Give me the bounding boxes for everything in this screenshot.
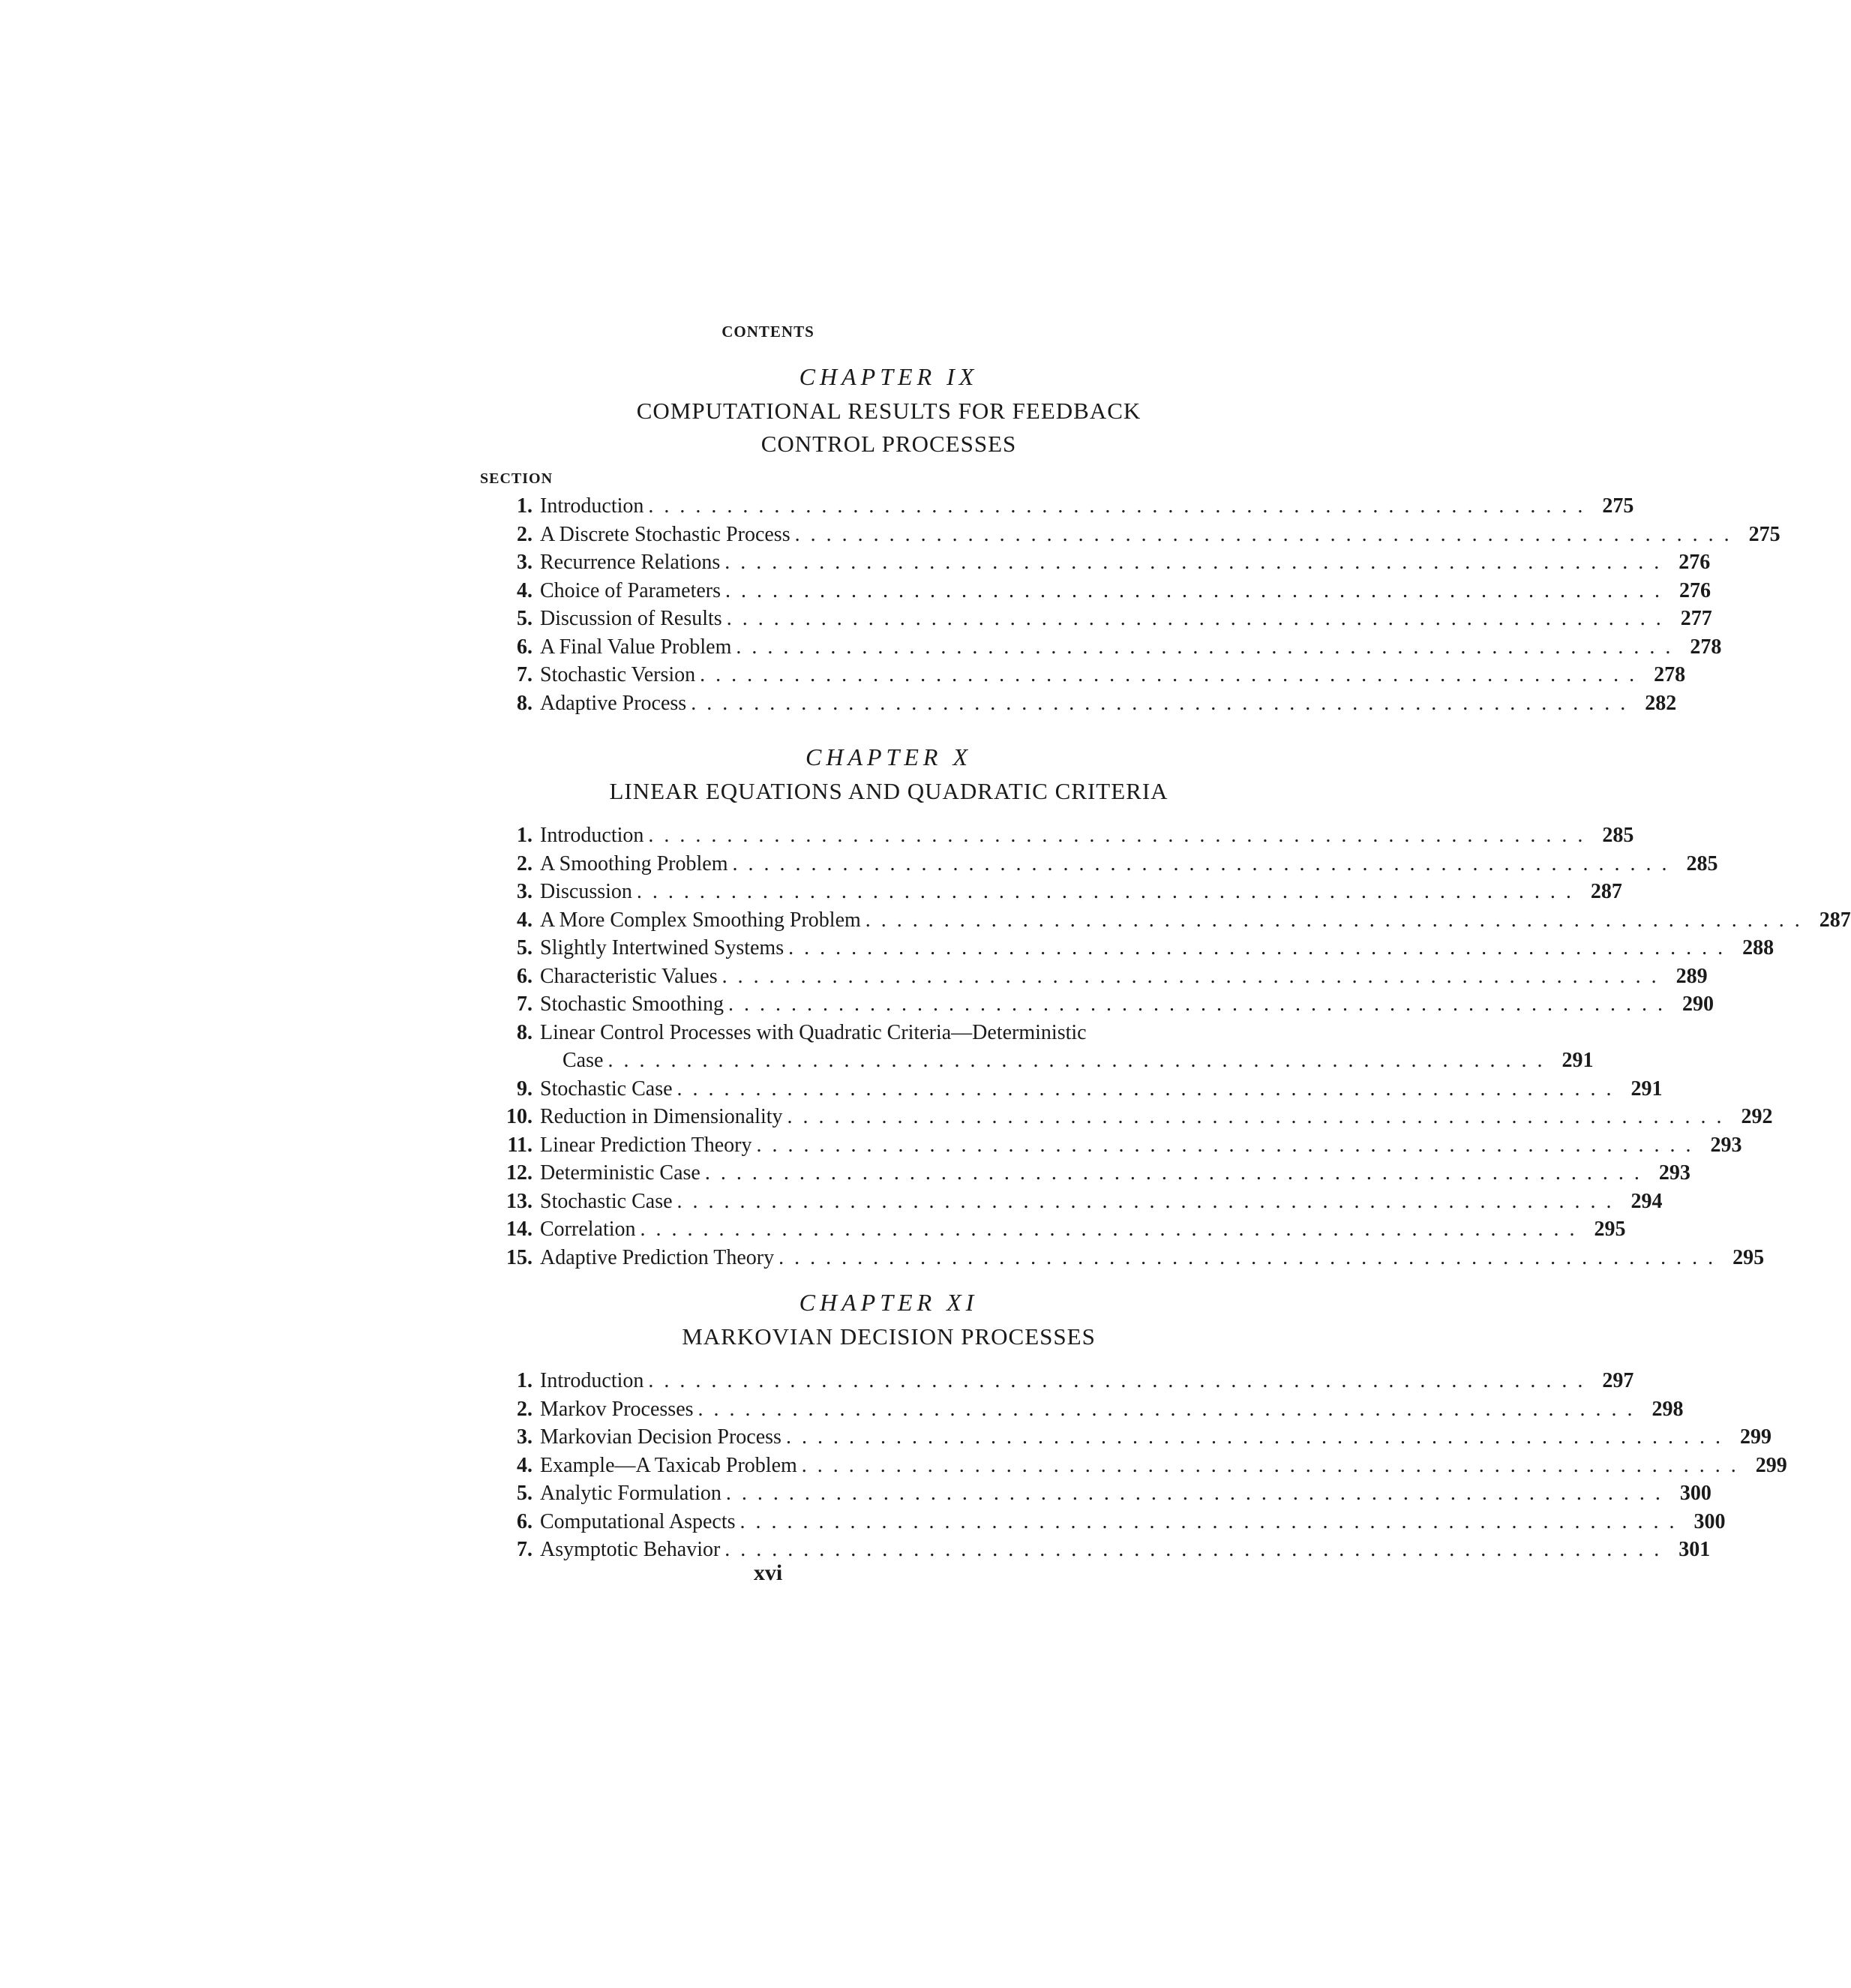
dot-leader: ............................................................	[724, 1538, 1670, 1561]
dot-leader: ............................................................	[787, 1105, 1732, 1128]
dot-leader: ............................................................	[756, 1133, 1702, 1157]
toc-entry	[480, 1395, 1684, 1424]
dot-leader: ............................................................	[801, 1453, 1747, 1477]
entry-number: 5.	[517, 936, 532, 959]
dot-leader: ............................................................	[700, 663, 1646, 686]
entry-page-number: 285	[1602, 824, 1634, 847]
toc-entry	[480, 689, 1677, 718]
dot-leader: ............................................................	[648, 1369, 1594, 1392]
entry-page-number: 278	[1690, 635, 1722, 659]
entry-title: Stochastic Version	[540, 661, 700, 689]
entry-number: 4.	[517, 908, 532, 932]
entry-number: 9.	[517, 1077, 532, 1101]
entry-title: A More Complex Smoothing Problem	[540, 906, 866, 935]
entry-page-number: 288	[1742, 936, 1774, 959]
entry-page-number: 294	[1630, 1189, 1663, 1213]
toc-entry	[480, 521, 1780, 549]
dot-leader: ............................................................	[785, 1425, 1731, 1449]
toc-entry	[480, 1159, 1690, 1188]
entry-number: 2.	[517, 1397, 532, 1421]
toc-entry	[480, 962, 1708, 991]
entry-number: 2.	[517, 522, 532, 546]
toc-entry	[480, 1188, 1663, 1216]
dot-leader: ............................................................	[691, 691, 1636, 715]
dot-leader: ............................................................	[704, 1161, 1650, 1185]
entry-title: Correlation	[540, 1215, 640, 1244]
entry-title: Computational Aspects	[540, 1508, 740, 1536]
entry-number: 6.	[517, 1509, 532, 1533]
entry-number: 4.	[517, 1453, 532, 1477]
entry-number: 6.	[517, 635, 532, 659]
dot-leader: ............................................................	[648, 494, 1594, 518]
toc-entry	[480, 934, 1774, 962]
entry-page-number: 292	[1741, 1105, 1773, 1128]
entry-title: A Final Value Problem	[540, 633, 736, 662]
entry-number: 5.	[517, 1482, 532, 1505]
entry-number: 3.	[517, 880, 532, 903]
entry-number: 5.	[517, 607, 532, 630]
entry-title: Markovian Decision Process	[540, 1423, 786, 1452]
entry-page-number: 276	[1679, 578, 1712, 602]
entry-page-number: 299	[1755, 1453, 1787, 1477]
toc-entry	[480, 1103, 1773, 1131]
entry-page-number: 276	[1678, 551, 1711, 574]
chapter-10	[480, 739, 1851, 1272]
entry-title: Characteristic Values	[540, 962, 722, 991]
chapter-label: CHAPTER IX	[799, 363, 979, 390]
dot-leader: ............................................................	[788, 936, 1734, 959]
toc-entry	[480, 661, 1686, 689]
entry-page-number: 287	[1819, 908, 1851, 932]
entry-title: Stochastic Smoothing	[540, 990, 728, 1019]
toc-entry	[480, 1215, 1626, 1244]
toc-entry	[480, 633, 1722, 662]
entry-title: Linear Prediction Theory	[540, 1131, 757, 1160]
dot-leader: ............................................................	[725, 1482, 1671, 1505]
entry-page-number: 301	[1678, 1538, 1711, 1561]
entry-title: Discussion	[540, 878, 637, 906]
entry-number: 1.	[517, 824, 532, 847]
toc-entry	[480, 821, 1634, 850]
entry-title: Introduction	[540, 821, 648, 850]
toc-entry	[480, 1508, 1726, 1536]
toc-entry	[480, 1019, 1215, 1047]
page-number: xvi	[753, 1560, 783, 1585]
entry-number: 11.	[507, 1133, 532, 1157]
entry-title: Adaptive Prediction Theory	[540, 1244, 778, 1272]
dot-leader: ............................................................	[736, 635, 1682, 659]
entry-title: Example—A Taxicab Problem	[540, 1452, 802, 1480]
dot-leader: ............................................................	[732, 851, 1678, 875]
entry-page-number: 300	[1694, 1509, 1726, 1533]
entry-page-number: 297	[1602, 1369, 1634, 1392]
chapter-title-line: LINEAR EQUATIONS AND QUADRATIC CRITERIA	[609, 778, 1168, 804]
entry-page-number: 275	[1602, 494, 1634, 518]
entry-title: Recurrence Relations	[540, 548, 724, 577]
entry-number: 7.	[517, 663, 532, 686]
toc-entry	[480, 605, 1712, 633]
toc-entry	[480, 1131, 1742, 1160]
entry-title: Slightly Intertwined Systems	[540, 934, 788, 962]
chapter-11	[480, 1284, 1787, 1564]
toc-entry	[480, 1367, 1634, 1395]
entry-page-number: 275	[1748, 522, 1780, 546]
toc-entry	[480, 548, 1711, 577]
dot-leader: ............................................................	[726, 607, 1672, 630]
entry-page-number: 295	[1732, 1245, 1765, 1269]
dot-leader: ............................................................	[725, 578, 1671, 602]
chapter-label: CHAPTER X	[806, 743, 972, 770]
toc-entry	[480, 1479, 1712, 1508]
entry-number: 1.	[517, 1369, 532, 1392]
toc-list	[480, 1367, 1787, 1564]
toc-entry	[480, 906, 1851, 935]
entry-page-number: 285	[1686, 851, 1718, 875]
entry-title: Reduction in Dimensionality	[540, 1103, 788, 1131]
entry-title: Markov Processes	[540, 1395, 698, 1424]
dot-leader: ............................................................	[740, 1509, 1685, 1533]
chapter-label: CHAPTER XI	[799, 1289, 979, 1316]
dot-leader: ............................................................	[778, 1245, 1724, 1269]
toc-entry	[480, 850, 1718, 878]
entry-number: 7.	[517, 992, 532, 1016]
dot-leader: ............................................................	[728, 992, 1673, 1016]
dot-leader: ............................................................	[608, 1049, 1553, 1072]
entry-title: A Smoothing Problem	[540, 850, 732, 878]
dot-leader: ............................................................	[636, 880, 1582, 903]
entry-number: 6.	[517, 964, 532, 988]
entry-title: Adaptive Process	[540, 689, 691, 718]
entry-title: Discussion of Results	[540, 605, 727, 633]
entry-number: 1.	[517, 494, 532, 518]
entry-page-number: 289	[1676, 964, 1708, 988]
entry-title: Choice of Parameters	[540, 577, 725, 605]
dot-leader: ............................................................	[698, 1397, 1643, 1421]
chapter-title-line: CONTROL PROCESSES	[760, 431, 1017, 457]
dot-leader: ............................................................	[722, 964, 1667, 988]
entry-title: Linear Control Processes with Quadratic Criteria—Deterministic	[540, 1019, 1091, 1047]
entry-page-number: 291	[1630, 1077, 1663, 1101]
entry-page-number: 293	[1658, 1161, 1690, 1185]
entry-page-number: 287	[1590, 880, 1622, 903]
dot-leader: ............................................................	[724, 551, 1670, 574]
running-header: CONTENTS	[722, 323, 814, 341]
entry-page-number: 298	[1652, 1397, 1684, 1421]
entry-number: 15.	[506, 1245, 532, 1269]
dot-leader: ............................................................	[676, 1189, 1622, 1213]
entry-number: 3.	[517, 551, 532, 574]
toc-entry	[480, 1047, 1594, 1075]
entry-title: Asymptotic Behavior	[540, 1536, 724, 1564]
entry-page-number: 293	[1710, 1133, 1742, 1157]
chapter-9	[480, 359, 1780, 717]
entry-title: Introduction	[540, 492, 648, 521]
entry-number: 7.	[517, 1538, 532, 1561]
entry-number: 8.	[517, 691, 532, 715]
toc-list	[480, 492, 1780, 717]
toc-entry	[480, 990, 1714, 1019]
toc-entry	[480, 878, 1622, 906]
toc-entry	[480, 1244, 1765, 1272]
dot-leader: ............................................................	[865, 908, 1810, 932]
toc-entry	[480, 577, 1712, 605]
dot-leader: ............................................................	[794, 522, 1740, 546]
dot-leader: ............................................................	[648, 824, 1594, 847]
chapter-title-line: COMPUTATIONAL RESULTS FOR FEEDBACK	[636, 398, 1142, 424]
entry-title: Case	[540, 1047, 608, 1075]
entry-number: 12.	[506, 1161, 532, 1185]
entry-title: Analytic Formulation	[540, 1479, 726, 1508]
entry-number: 13.	[506, 1189, 532, 1213]
toc-entry	[480, 1536, 1711, 1564]
toc-list	[480, 821, 1851, 1272]
dot-leader: ............................................................	[676, 1077, 1622, 1101]
entry-title: Deterministic Case	[540, 1159, 705, 1188]
entry-title: Stochastic Case	[540, 1188, 677, 1216]
toc-entry	[480, 1075, 1663, 1104]
entry-number: 8.	[517, 1020, 532, 1044]
entry-number: 14.	[506, 1218, 532, 1241]
entry-page-number: 300	[1679, 1482, 1712, 1505]
entry-page-number: 295	[1594, 1218, 1626, 1241]
entry-title: Introduction	[540, 1367, 648, 1395]
entry-page-number: 290	[1682, 992, 1714, 1016]
entry-number: 3.	[517, 1425, 532, 1449]
entry-page-number: 278	[1654, 663, 1686, 686]
toc-entry	[480, 492, 1634, 521]
section-column-label: SECTION	[480, 470, 554, 487]
toc-entry	[480, 1452, 1787, 1480]
toc-entry	[480, 1423, 1772, 1452]
dot-leader: ............................................................	[640, 1218, 1586, 1241]
entry-page-number: 299	[1739, 1425, 1772, 1449]
entry-page-number: 291	[1562, 1049, 1594, 1072]
entry-number: 2.	[517, 851, 532, 875]
entry-number: 10.	[506, 1105, 532, 1128]
entry-title: Stochastic Case	[540, 1075, 677, 1104]
entry-page-number: 277	[1680, 607, 1712, 630]
entry-number: 4.	[517, 578, 532, 602]
entry-page-number: 282	[1645, 691, 1677, 715]
entry-title: A Discrete Stochastic Process	[540, 521, 795, 549]
chapter-title-line: MARKOVIAN DECISION PROCESSES	[682, 1323, 1096, 1350]
